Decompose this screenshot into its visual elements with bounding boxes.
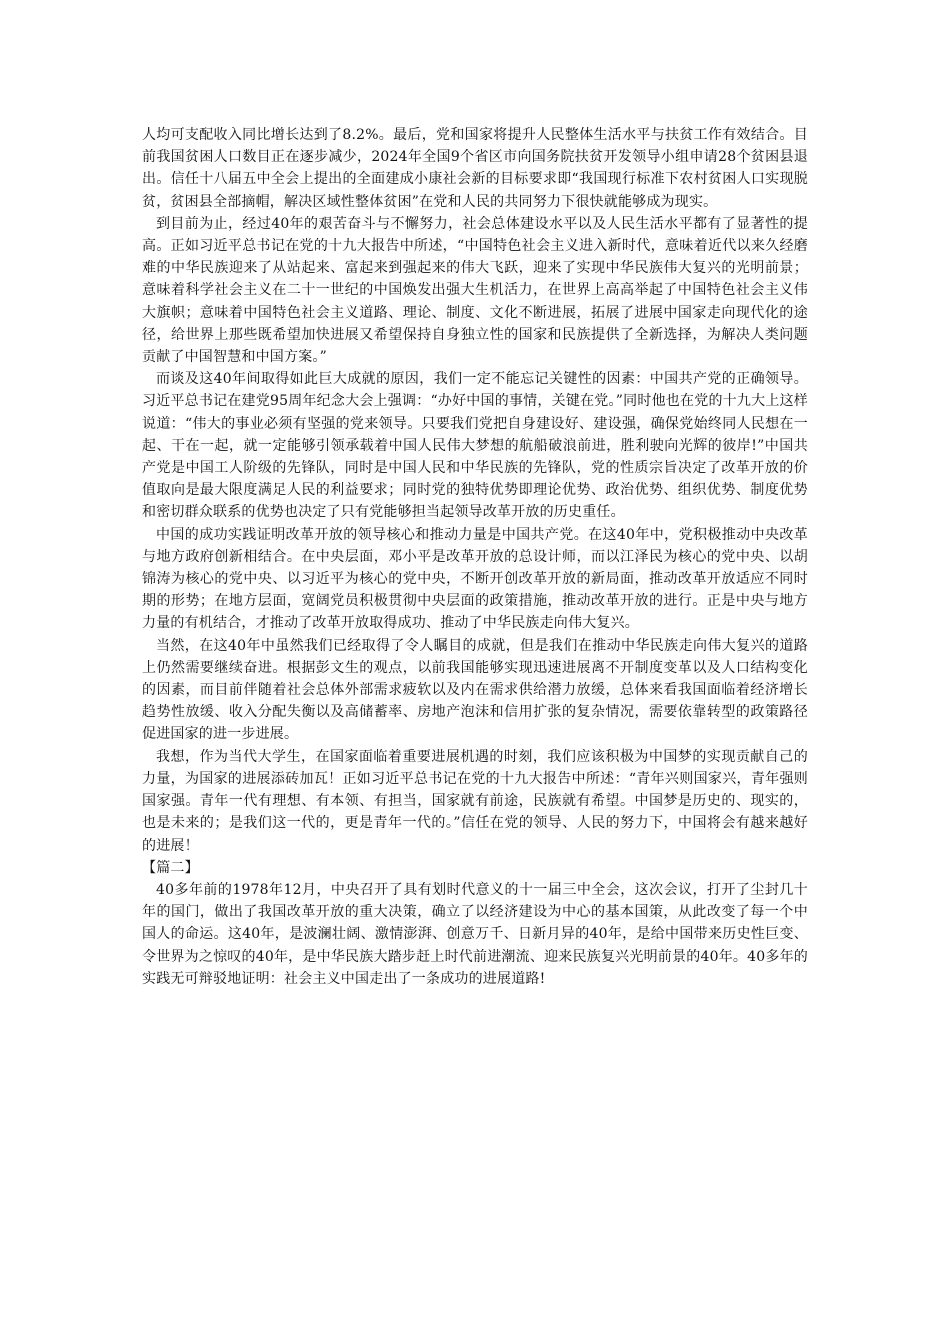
document-body: [142, 124, 808, 990]
section-heading: 【篇二】: [142, 859, 199, 876]
paragraph-6: 我想，作为当代大学生，在国家面临着重要进展机遇的时刻，我们应该积极为中国梦的实现贡献自己的力量，为国家的进展添砖加瓦！正如习近平总书记在党的十九大报告中所述：“青年兴则国家兴，青年强则国家强。青年一代有理想、有本领、有担当，国家就有前途，民族就有希望。中国梦是历史的、现实的，也是未来的；是我们这一代的，更是青年一代的。”信任在党的领导、人民的努力下，中国将会有越来越好的进展！: [142, 748, 808, 854]
paragraph-2: 到目前为止，经过40年的艰苦奋斗与不懈努力，社会总体建设水平以及人民生活水平都有了显著性的提高。正如习近平总书记在党的十九大报告中所述，“中国特色社会主义进入新时代，意味着近代以来久经磨难的中华民族迎来了从站起来、富起来到强起来的伟大飞跃，迎来了实现中华民族伟大复兴的光明前景；意味着科学社会主义在二十一世纪的中国焕发出强大生机活力，在世界上高高举起了中国特色社会主义伟大旗帜；意味着中国特色社会主义道路、理论、制度、文化不断进展，拓展了进展中国家走向现代化的途径，给世界上那些既希望加快进展又希望保持自身独立性的国家和民族提供了全新选择，为解决人类问题贡献了中国智慧和中国方案。”: [142, 215, 808, 366]
paragraph-5: 当然，在这40年中虽然我们已经取得了令人瞩目的成就，但是我们在推动中华民族走向伟大复兴的道路上仍然需要继续奋进。根据彭文生的观点，以前我国能够实现迅速进展离不开制度变革以及人口结构变化的因素，而目前伴随着社会总体外部需求疲软以及内在需求供给潜力放缓，总体来看我国面临着经济增长趋势性放缓、收入分配失衡以及高储蓄率、房地产泡沫和信用扩张的复杂情况，需要依靠转型的政策路径促进国家的进一步进展。: [142, 637, 808, 743]
paragraph-1: 人均可支配收入同比增长达到了8.2%。最后，党和国家将提升人民整体生活水平与扶贫工作有效结合。目前我国贫困人口数目正在逐步减少，2024年全国9个省区市向国务院扶贫开发领导小组申请28个贫困县退出。信任十八届五中全会上提出的全面建成小康社会新的目标要求即“我国现行标准下农村贫困人口实现脱贫，贫困县全部摘帽，解决区域性整体贫困”在党和人民的共同努力下很快就能够成为现实。: [142, 127, 808, 210]
section-paragraph-1: 40多年前的1978年12月，中央召开了具有划时代意义的十一届三中全会，这次会议，打开了尘封几十年的国门，做出了我国改革开放的重大决策，确立了以经济建设为中心的基本国策，从此改变了每一个中国人的命运。这40年，是波澜壮阔、激情澎湃、创意万千、日新月异的40年，是给中国带来历史性巨变、令世界为之惊叹的40年，是中华民族大踏步赶上时代前进潮流、迎来民族复兴光明前景的40年。40多年的实践无可辩驳地证明：社会主义中国走出了一条成功的进展道路!: [142, 881, 808, 987]
paragraph-4: 中国的成功实践证明改革开放的领导核心和推动力量是中国共产党。在这40年中，党积极推动中央改革与地方政府创新相结合。在中央层面，邓小平是改革开放的总设计师，而以江泽民为核心的党中央、以胡锦涛为核心的党中央、以习近平为核心的党中央，不断开创改革开放的新局面，推动改革开放适应不同时期的形势；在地方层面，宽阔党员积极贯彻中央层面的政策措施，推动改革开放的进行。正是中央与地方力量的有机结合，才推动了改革开放取得成功、推动了中华民族走向伟大复兴。: [142, 526, 808, 632]
paragraph-3: 而谈及这40年间取得如此巨大成就的原因，我们一定不能忘记关键性的因素：中国共产党的正确领导。习近平总书记在建党95周年纪念大会上强调：“办好中国的事情，关键在党。”同时他也在党的十九大上这样说道：“伟大的事业必须有坚强的党来领导。只要我们党把自身建设好、建设强，确保党始终同人民想在一起、干在一起，就一定能够引领承载着中国人民伟大梦想的航船破浪前进，胜利驶向光辉的彼岸!”中国共产党是中国工人阶级的先锋队，同时是中国人民和中华民族的先锋队，党的性质宗旨决定了改革开放的价值取向是最大限度满足人民的利益要求；同时党的独特优势即理论优势、政治优势、组织优势、制度优势和密切群众联系的优势也决定了只有党能够担当起领导改革开放的历史重任。: [142, 371, 808, 521]
